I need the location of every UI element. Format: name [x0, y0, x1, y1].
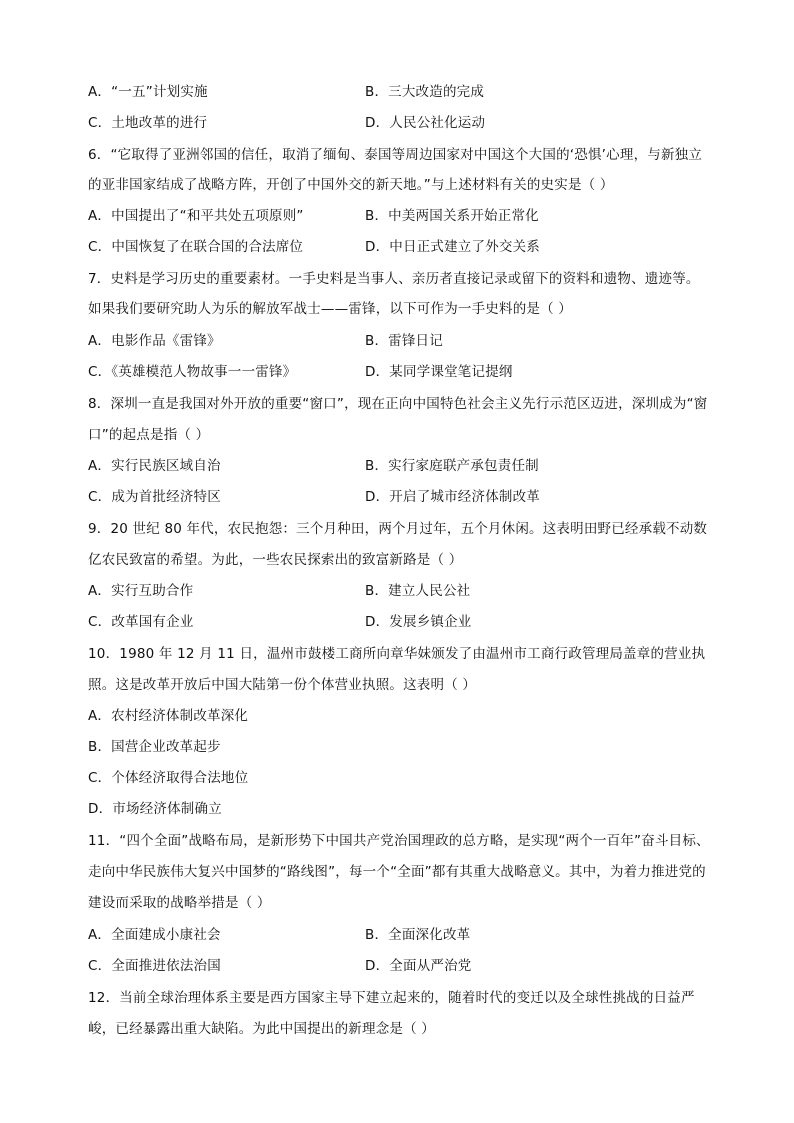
q8-option-d: D．开启了城市经济体制改革 — [365, 489, 540, 505]
q6-option-c: C．中国恢复了在联合国的合法席位 — [88, 239, 304, 255]
q8-option-c: C．成为首批经济特区 — [88, 489, 221, 505]
q9-option-b: B．建立人民公社 — [365, 583, 471, 599]
q8-option-b: B．实行家庭联产承包责任制 — [365, 458, 539, 474]
q11-option-d: D．全面从严治党 — [365, 958, 472, 974]
q11-option-c: C．全面推进依法治国 — [88, 958, 221, 974]
q5-option-c: C．土地改革的进行 — [88, 115, 208, 131]
q9-option-c: C．改革国有企业 — [88, 614, 194, 630]
q6-option-b: B．中美两国关系开始正常化 — [365, 208, 539, 224]
q7-stem-line-2: 如果我们要研究助人为乐的解放军战士——雷锋，以下可作为一手史料的是（ ） — [88, 301, 572, 317]
q8-option-a: A．实行民族区域自治 — [88, 458, 221, 474]
q7-option-c: C．《英雄模范人物故事一一雷锋》 — [88, 364, 297, 380]
q5-option-d: D．人民公社化运动 — [365, 115, 486, 131]
q11-option-b: B．全面深化改革 — [365, 927, 471, 943]
q7-option-a: A．电影作品《雷锋》 — [88, 333, 221, 349]
q6-option-d: D．中日正式建立了外交关系 — [365, 239, 540, 255]
q6-stem-line-2: 的亚非国家结成了战略方阵，开创了中国外交的新天地。”与上述材料有关的史实是（ ） — [88, 177, 614, 193]
q11-stem-line-3: 建设而采取的战略举措是（ ） — [88, 895, 271, 911]
q10-option-c: C．个体经济取得合法地位 — [88, 770, 249, 786]
q7-option-b: B．雷锋日记 — [365, 333, 443, 349]
q12-stem-line-1: 12．当前全球治理体系主要是西方国家主导下建立起来的，随着时代的变迁以及全球性挑战的日益严 — [88, 990, 695, 1006]
q10-option-b: B．国营企业改革起步 — [88, 739, 221, 755]
q10-option-a: A．农村经济体制改革深化 — [88, 708, 249, 724]
q10-stem-line-1: 10．1980 年 12 月 11 日，温州市鼓楼工商所向章华妹颁发了由温州市工商行政管理局盖章的营业执 — [88, 646, 706, 662]
q9-option-d: D．发展乡镇企业 — [365, 614, 472, 630]
q11-stem-line-2: 走向中华民族伟大复兴中国梦的“路线图”，每一个“全面”都有其重大战略意义。其中，为着力推进党的 — [88, 864, 706, 880]
q11-option-a: A．全面建成小康社会 — [88, 927, 221, 943]
q9-option-a: A．实行互助合作 — [88, 583, 194, 599]
q8-stem-line-2: 口”的起点是指（ ） — [88, 427, 210, 443]
q9-stem-line-1: 9．20 世纪 80 年代，农民抱怨：三个月种田，两个月过年，五个月休闲。这表明田野已经承载不动数 — [88, 521, 708, 537]
q12-stem-line-2: 峻，已经暴露出重大缺陷。为此中国提出的新理念是（ ） — [88, 1021, 435, 1037]
q5-option-a: A．“一五”计划实施 — [88, 84, 208, 100]
q6-stem-line-1: 6．“它取得了亚洲邻国的信任，取消了缅甸、泰国等周边国家对中国这个大国的‘恐惧’心理，与新独立 — [88, 147, 703, 163]
q7-stem-line-1: 7．史料是学习历史的重要素材。一手史料是当事人、亲历者直接记录或留下的资料和遗物、遗迹等。 — [88, 271, 700, 287]
q5-option-b: B．三大改造的完成 — [365, 84, 485, 100]
q10-option-d: D．市场经济体制确立 — [88, 801, 222, 817]
q6-option-a: A．中国提出了“和平共处五项原则” — [88, 208, 304, 224]
q8-stem-line-1: 8．深圳一直是我国对外开放的重要“窗口”，现在正向中国特色社会主义先行示范区迈进，深圳成为“窗 — [88, 396, 708, 412]
q10-stem-line-2: 照。这是改革开放后中国大陆第一份个体营业执照。这表明（ ） — [88, 677, 477, 693]
q9-stem-line-2: 亿农民致富的希望。为此，一些农民探索出的致富新路是（ ） — [88, 552, 463, 568]
q11-stem-line-1: 11．“四个全面”战略布局，是新形势下中国共产党治国理政的总方略，是实现“两个一百年”奋斗目标、 — [88, 833, 710, 849]
q7-option-d: D．某同学课堂笔记提纲 — [365, 364, 513, 380]
